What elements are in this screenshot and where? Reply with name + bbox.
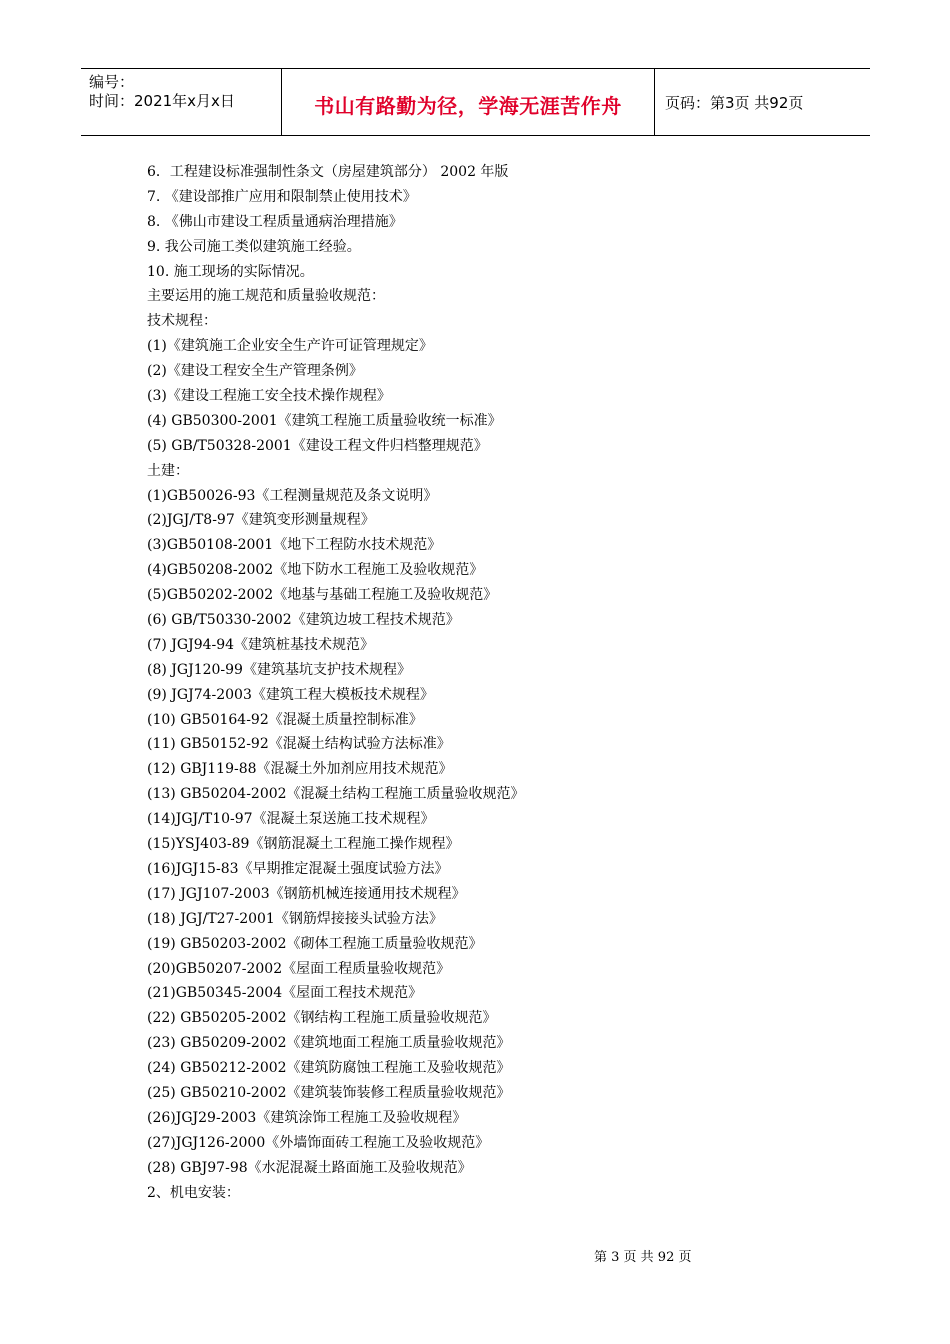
body-line: (2)《建设工程安全生产管理条例》	[147, 363, 363, 380]
page-header	[81, 68, 870, 136]
body-line: (25) GB50210-2002《建筑装饰装修工程质量验收规范》	[147, 1084, 511, 1101]
header-left-cell	[81, 69, 282, 135]
header-page-info: 页码：第3页 共92页	[665, 93, 804, 112]
body-line: 技术规程：	[147, 313, 217, 330]
body-line: (5) GB/T50328-2001《建设工程文件归档整理规范》	[147, 437, 488, 454]
body-line: (4)GB50208-2002《地下防水工程施工及验收规范》	[147, 562, 484, 579]
header-right-cell	[655, 69, 870, 135]
body-line: (14)JGJ/T10-97《混凝土泵送施工技术规程》	[147, 811, 435, 828]
body-line: 9. 我公司施工类似建筑施工经验。	[147, 238, 361, 255]
body-line: (9) JGJ74-2003《建筑工程大模板技术规程》	[147, 686, 434, 703]
body-line: (20)GB50207-2002《屋面工程质量验收规范》	[147, 960, 451, 977]
body-line: (23) GB50209-2002《建筑地面工程施工质量验收规范》	[147, 1035, 511, 1052]
body-line: 8. 《佛山市建设工程质量通病治理措施》	[147, 213, 403, 230]
body-line: (6) GB/T50330-2002《建筑边坡工程技术规范》	[147, 612, 460, 629]
body-line: 7. 《建设部推广应用和限制禁止使用技术》	[147, 188, 417, 205]
header-motto: 书山有路勤为径，学海无涯苦作舟	[314, 93, 622, 118]
body-line: (15)YSJ403-89《钢筋混凝土工程施工操作规程》	[147, 836, 460, 853]
body-line: (3)GB50108-2001《地下工程防水技术规范》	[147, 537, 442, 554]
body-line: (26)JGJ29-2003《建筑涂饰工程施工及验收规程》	[147, 1109, 467, 1126]
body-line: (22) GB50205-2002《钢结构工程施工质量验收规范》	[147, 1010, 497, 1027]
body-line: (11) GB50152-92《混凝土结构试验方法标准》	[147, 736, 451, 753]
body-line: (17) JGJ107-2003《钢筋机械连接通用技术规程》	[147, 885, 466, 902]
body-line: (2)JGJ/T8-97《建筑变形测量规程》	[147, 512, 375, 529]
body-line: (7) JGJ94-94《建筑桩基技术规范》	[147, 636, 375, 653]
body-line: 10. 施工现场的实际情况。	[147, 263, 314, 280]
body-line: (12) GBJ119-88《混凝土外加剂应用技术规范》	[147, 761, 453, 778]
document-time-label: 时间：2021年x月x日	[89, 92, 235, 110]
body-line: (16)JGJ15-83《早期推定混凝土强度试验方法》	[147, 860, 449, 877]
header-middle-cell	[282, 69, 655, 135]
body-line: (8) JGJ120-99《建筑基坑支护技术规程》	[147, 661, 411, 678]
body-line: (18) JGJ/T27-2001《钢筋焊接接头试验方法》	[147, 910, 443, 927]
body-line: (10) GB50164-92《混凝土质量控制标准》	[147, 711, 423, 728]
body-line: (13) GB50204-2002《混凝土结构工程施工质量验收规范》	[147, 786, 525, 803]
body-line: (28) GBJ97-98《水泥混凝土路面施工及验收规范》	[147, 1159, 472, 1176]
body-line: (24) GB50212-2002《建筑防腐蚀工程施工及验收规范》	[147, 1060, 511, 1077]
body-line: (27)JGJ126-2000《外墙饰面砖工程施工及验收规范》	[147, 1134, 490, 1151]
body-line: (1)GB50026-93《工程测量规范及条文说明》	[147, 487, 438, 504]
document-body	[147, 160, 837, 1205]
body-line: (19) GB50203-2002《砌体工程施工质量验收规范》	[147, 935, 483, 952]
body-line: (3)《建设工程施工安全技术操作规程》	[147, 388, 391, 405]
body-line: (1)《建筑施工企业安全生产许可证管理规定》	[147, 338, 433, 355]
body-line: (21)GB50345-2004《屋面工程技术规范》	[147, 985, 423, 1002]
body-line: 主要运用的施工规范和质量验收规范：	[147, 288, 385, 305]
document-number-label: 编号：	[89, 73, 135, 91]
footer-page-number: 第 3 页 共 92 页	[594, 1250, 692, 1265]
body-line: 土建：	[147, 462, 189, 479]
body-line: 6．工程建设标准强制性条文（房屋建筑部分） 2002 年版	[147, 164, 509, 180]
body-line: (5)GB50202-2002《地基与基础工程施工及验收规范》	[147, 587, 498, 604]
body-line: (4) GB50300-2001《建筑工程施工质量验收统一标准》	[147, 412, 502, 429]
body-line: 2、机电安装：	[147, 1184, 240, 1201]
